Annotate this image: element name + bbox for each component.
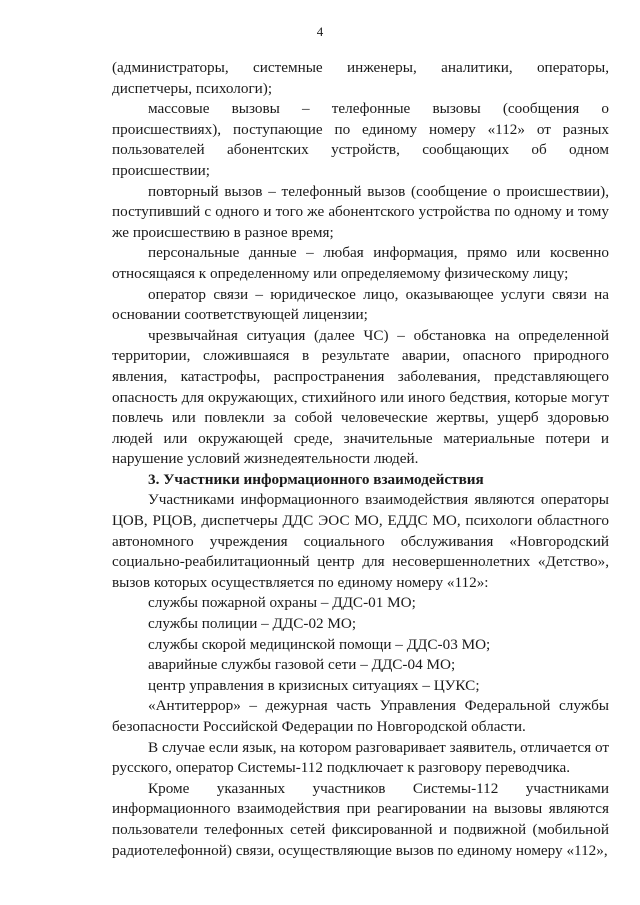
list-item-police: службы полиции – ДДС-02 МО; — [148, 615, 357, 633]
paragraph-language: В случае если язык, на котором разговаривает заявитель, отличается от русского, оператор Системы-112 подключает к разговору переводчика. — [112, 738, 609, 777]
paragraph-repeat-call: повторный вызов – телефонный вызов (сообщение о происшествии), поступивший с одного и того же абонентского устройства по одному и тому же происшествию в разное время; — [112, 182, 609, 241]
page-number: 4 — [316, 24, 324, 39]
list-item-ambulance: службы скорой медицинской помощи – ДДС-03 МО; — [148, 635, 491, 653]
section-heading: 3. Участники информационного взаимодействия — [148, 470, 484, 488]
paragraph-antiterror: «Антитеррор» – дежурная часть Управления Федеральной службы безопасности Российской Федерации по Новгородской области. — [112, 697, 609, 735]
paragraph-personal-data: персональные данные – любая информация, прямо или косвенно относящаяся к определенному или определяемому физическому лицу; — [112, 244, 609, 282]
list-item-gas: аварийные службы газовой сети – ДДС-04 МО; — [148, 656, 456, 674]
paragraph-other-participants: Кроме указанных участников Системы-112 участниками информационного взаимодействия при реагировании на вызовы являются пользователи телефонных сетей фиксированной и подвижной (мобильной радиотелефонной) связи, осуществляющие вызов по единому номеру «112», — [112, 779, 609, 859]
paragraph-participants-intro: Участниками информационного взаимодействия являются операторы ЦОВ, РЦОВ, диспетчеры ДДС ЭОС МО, ЕДДС МО, психологи областного автономного учреждения социального обслуживания «Новгородский социально-реабилитационный центр для несовершеннолетних «Детство», вызов которых осуществляется по единому номеру «112»: — [112, 491, 609, 591]
list-item-fire: службы пожарной охраны – ДДС-01 МО; — [148, 594, 416, 612]
document-body — [112, 58, 609, 861]
paragraph-telecom-operator: оператор связи – юридическое лицо, оказывающее услуги связи на основании соответствующей лицензии; — [112, 285, 609, 324]
list-item-crisis-center: центр управления в кризисных ситуациях – ЦУКС; — [148, 676, 480, 694]
paragraph-emergency: чрезвычайная ситуация (далее ЧС) – обстановка на определенной территории, сложившаяся в результате аварии, опасного природного явления, катастрофы, распространения заболевания, представляющего опасность для окружающих, стихийного или иного бедствия, которые могут повлечь или повлекли за собой человеческие жертвы, ущерб здоровью людей или окружающей среде, значительные материальные потери и нарушение условий жизнедеятельности людей. — [112, 326, 609, 468]
paragraph-mass-calls: массовые вызовы – телефонные вызовы (сообщения о происшествиях), поступающие по единому номеру «112» от разных пользователей абонентских устройств, сообщающих об одном происшествии; — [112, 100, 609, 179]
paragraph-staff-list: (администраторы, системные инженеры, аналитики, операторы, диспетчеры, психологи); — [112, 59, 609, 97]
